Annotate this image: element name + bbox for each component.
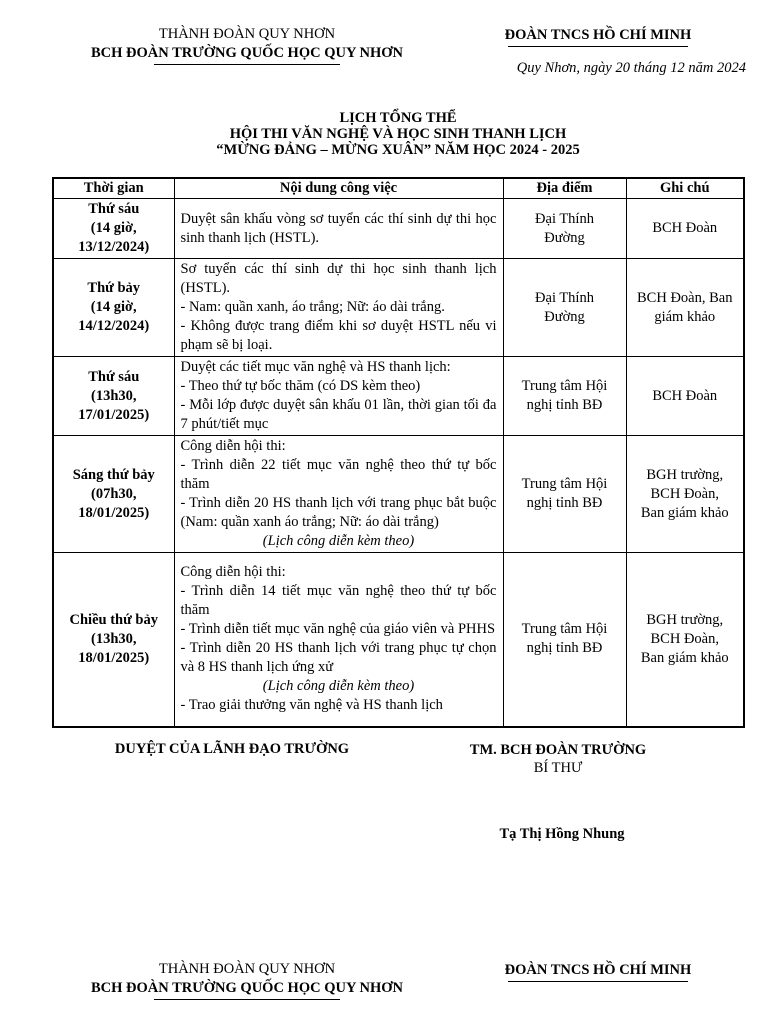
note-line: BCH Đoàn, xyxy=(650,485,719,502)
header-union xyxy=(440,26,756,47)
signer-role: BÍ THƯ xyxy=(533,760,583,776)
cell-note xyxy=(626,553,744,727)
time-line: Sáng thứ bảy xyxy=(72,466,155,483)
place-line: Đường xyxy=(544,308,585,325)
cell-note xyxy=(626,357,744,436)
cell-content xyxy=(174,436,503,553)
content-line: - Trình diễn 22 tiết mục văn nghệ theo thứ tự bốc thăm xyxy=(180,457,497,492)
place-line: nghị tỉnh BĐ xyxy=(526,495,603,511)
content-line: Duyệt các tiết mục văn nghệ và HS thanh lịch: xyxy=(180,359,451,375)
header-organization xyxy=(0,25,494,65)
table-row xyxy=(53,357,744,436)
content-line: - Trình diễn 20 HS thanh lịch với trang phục tự chọn và 8 HS thanh lịch ứng xử xyxy=(180,640,497,676)
note-line: BCH Đoàn xyxy=(652,220,718,236)
header-note: Ghi chú xyxy=(626,178,744,199)
header-time: Thời gian xyxy=(53,178,174,199)
content-line: - Trình diễn 20 HS thanh lịch với trang phục bắt buộc (Nam: quần xanh áo trắng; Nữ: áo dài trắng) xyxy=(180,495,497,530)
note-line: Ban giám khảo xyxy=(640,649,729,666)
approval-title: DUYỆT CỦA LÃNH ĐẠO TRƯỜNG xyxy=(114,741,350,757)
cell-time xyxy=(53,436,174,553)
time-line: 18/01/2025) xyxy=(78,504,150,521)
cell-place xyxy=(503,553,626,727)
signer-block xyxy=(400,741,716,777)
place-line: nghị tỉnh BĐ xyxy=(526,640,603,657)
table-row xyxy=(53,553,744,727)
time-line: 13/12/2024) xyxy=(78,239,150,255)
place-line: Đường xyxy=(544,229,585,246)
time-line: (14 giờ, xyxy=(90,299,137,315)
org-unit: BCH ĐOÀN TRƯỜNG QUỐC HỌC QUY NHƠN xyxy=(90,45,404,61)
content-line: - Nam: quần xanh, áo trắng; Nữ: áo dài trắng. xyxy=(180,299,445,315)
note-line: BGH trường, xyxy=(646,466,724,483)
content-line: - Trao giải thưởng văn nghệ và HS thanh lịch xyxy=(180,697,443,714)
cell-note xyxy=(626,199,744,259)
cell-content xyxy=(174,357,503,436)
content-line: Công diễn hội thi: xyxy=(180,438,286,454)
content-line: - Theo thứ tự bốc thăm (có DS kèm theo) xyxy=(180,378,421,394)
note-line: giám khảo xyxy=(654,308,716,325)
note-line: BCH Đoàn, Ban xyxy=(637,289,733,306)
union-underline xyxy=(508,46,688,47)
place-line: nghị tỉnh BĐ xyxy=(526,397,603,413)
table-row xyxy=(53,259,744,357)
cell-content xyxy=(174,553,503,727)
cell-time xyxy=(53,199,174,259)
document-title xyxy=(0,110,768,158)
content-line: Duyệt sân khấu vòng sơ tuyển các thí sinh dự thi học sinh thanh lịch (HSTL). xyxy=(180,210,497,246)
title-line-1: LỊCH TỔNG THỂ xyxy=(339,110,457,126)
footer-org-underline xyxy=(154,999,340,1000)
org-parent: THÀNH ĐOÀN QUY NHƠN xyxy=(158,26,336,42)
time-line: Thứ sáu xyxy=(88,368,140,385)
footer-org-unit: BCH ĐOÀN TRƯỜNG QUỐC HỌC QUY NHƠN xyxy=(90,980,404,996)
note-line: Ban giám khảo xyxy=(640,504,729,521)
content-line: - Mỗi lớp được duyệt sân khấu 01 lần, thời gian tối đa 7 phút/tiết mục xyxy=(180,397,497,432)
note-line: BCH Đoàn xyxy=(652,387,718,404)
date-line: Quy Nhơn, ngày 20 tháng 12 năm 2024 xyxy=(516,60,746,76)
signer-name: Tạ Thị Hồng Nhung xyxy=(499,826,625,842)
cell-content xyxy=(174,259,503,357)
place-line: Trung tâm Hội xyxy=(521,621,608,638)
cell-place xyxy=(503,199,626,259)
time-line: Thứ bảy xyxy=(87,280,141,296)
footer-union xyxy=(440,961,756,982)
cell-place xyxy=(503,357,626,436)
table-header-row xyxy=(53,178,744,199)
cell-time xyxy=(53,259,174,357)
place-line: Đại Thính xyxy=(535,289,594,306)
org-underline xyxy=(154,64,340,65)
time-line: (13h30, xyxy=(90,630,137,647)
note-line: BGH trường, xyxy=(646,611,724,628)
place-line: Trung tâm Hội xyxy=(521,476,608,492)
header-place: Địa điểm xyxy=(503,178,626,199)
table-row xyxy=(53,199,744,259)
content-line: - Không được trang điểm khi sơ duyệt HSTL nếu vi phạm sẽ bị loại. xyxy=(180,318,497,353)
signer-title: TM. BCH ĐOÀN TRƯỜNG xyxy=(469,742,647,758)
note-line: BCH Đoàn, xyxy=(650,630,719,647)
content-line: - Trình diễn tiết mục văn nghệ của giáo viên và PHHS xyxy=(180,621,496,638)
cell-place xyxy=(503,259,626,357)
time-line: (07h30, xyxy=(90,485,137,502)
place-line: Đại Thính xyxy=(535,210,594,227)
time-line: Thứ sáu xyxy=(88,201,140,217)
footer-organization xyxy=(0,960,494,1000)
footer-union-name: ĐOÀN TNCS HỒ CHÍ MINH xyxy=(504,962,692,978)
content-note-line: (Lịch công diễn kèm theo) xyxy=(262,533,415,549)
footer-org-parent: THÀNH ĐOÀN QUY NHƠN xyxy=(158,961,336,977)
table-row xyxy=(53,436,744,553)
cell-time xyxy=(53,357,174,436)
content-line: Công diễn hội thi: xyxy=(180,564,286,581)
title-line-2: HỘI THI VĂN NGHỆ VÀ HỌC SINH THANH LỊCH xyxy=(229,126,567,142)
time-line: (13h30, xyxy=(90,387,137,404)
time-line: Chiều thứ bảy xyxy=(69,611,158,628)
place-line: Trung tâm Hội xyxy=(521,378,608,394)
content-note-line: (Lịch công diễn kèm theo) xyxy=(262,678,415,695)
cell-note xyxy=(626,436,744,553)
cell-note xyxy=(626,259,744,357)
cell-time xyxy=(53,553,174,727)
footer-union-underline xyxy=(508,981,688,982)
time-line: 18/01/2025) xyxy=(78,649,150,666)
header-content: Nội dung công việc xyxy=(174,178,503,199)
title-line-3: “MỪNG ĐẢNG – MỪNG XUÂN” NĂM HỌC 2024 - 2025 xyxy=(216,142,580,158)
time-line: 14/12/2024) xyxy=(78,318,150,334)
cell-place xyxy=(503,436,626,553)
content-line: - Trình diễn 14 tiết mục văn nghệ theo thứ tự bốc thăm xyxy=(180,583,497,619)
time-line: 17/01/2025) xyxy=(78,406,150,423)
time-line: (14 giờ, xyxy=(90,220,137,236)
union-name: ĐOÀN TNCS HỒ CHÍ MINH xyxy=(504,27,692,43)
content-line: Sơ tuyển các thí sinh dự thi học sinh thanh lịch (HSTL). xyxy=(180,261,497,296)
schedule-table-body xyxy=(53,199,744,727)
cell-content xyxy=(174,199,503,259)
schedule-table xyxy=(52,177,745,728)
